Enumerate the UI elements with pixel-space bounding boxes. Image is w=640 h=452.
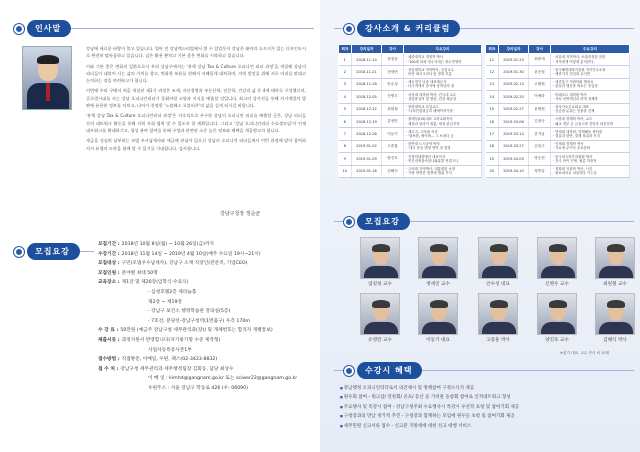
recruit-value: 우편주소 : 서울 강남구 학동로 426 (우: 06090) — [148, 385, 248, 391]
cell-no: 10 — [339, 165, 352, 177]
mayor-portrait — [22, 46, 72, 110]
table-row — [339, 54, 482, 66]
greeting-paragraph: 이와 기본 좋은 변화의 일환으로서 우리 강남구에서는 '흥책 강남 Tax & Culture 오피니언 리더 과정'을 개설해 강남의 리더들이 대불어 사는 삶의 가치를 향고, 변화한 보유를 현해지 지혜롭게 대처하며, 지역 발전을 위해 서로 머리를 맞대고 논의하는 장을 마련하고가 합니다. — [86, 63, 306, 84]
benefit-item: ■ 세무민원 신고서류 접수 - 신고분 지방세에 대한 신고 대행 서비스 — [340, 422, 625, 431]
recruit-value: 과정지원서 반영합니다(자기평가형 수준 제작형) — [121, 337, 221, 343]
recruit-value: 50만원 (예금주 강남구청 세무관리과(장)) 및 개체번호는 합격자 개별통보) — [120, 328, 273, 334]
recruit-row — [98, 298, 313, 308]
greeting-paragraph: 강남에 새로운 바람이 불고 있습니다. 열아 전 강남렉스리빌에서 봄 수 있었듯이 강남은 태어과 소프지가 있는 디자인도시로 완전히 탈바꿈하고 있습니다. 넘은 활용 뿐치고 기본 좋은 변화를 시작하고 있습니다. — [86, 46, 306, 59]
recruit-value: - 심청호텔2층 제라늄홀 — [148, 289, 197, 295]
cell-name: 신병우 — [382, 91, 404, 103]
recruit-row — [98, 278, 313, 288]
table-header: 강사 — [382, 45, 404, 54]
greeting-paragraph: '흥책 강남 Tax & Culture 오피니언리더 과정'은 지속적으로 우수한 강남의 오피니언 리더를 배출할 곳은, 강남 리더들 간의 네트워크 활동을 통해 지역 사회 협력 맞 수 있도록 할 계획입니다. 그리고 '강남 오피니언리더 수료생모임'이 인재 네트워크를 확대하기고, 형성 분야 참여를 통해 구정과 관련된 소중 높은 정보와 해택을 개공받고자 합니다. — [86, 113, 306, 133]
table-row — [486, 115, 630, 127]
instructor-name: 신병우 교수 — [545, 282, 569, 287]
cell-name: 김정숙 — [529, 115, 551, 127]
instructor-photo — [478, 293, 518, 335]
table-row — [486, 103, 630, 115]
benefit-item: ■ 원우회 참여 - 워크샵/ 연찬회/ 골프/ 등산 등 가치관 동창회 참여로 인적네트워크 형성 — [340, 393, 625, 402]
cell-date: 2019.02.27 — [499, 103, 529, 115]
schedule-table-right — [485, 44, 630, 178]
cell-name: 최중애 — [529, 54, 551, 66]
cell-date: 2018.11.21 — [352, 66, 382, 78]
cell-name: 이예하 — [529, 91, 551, 103]
greeting-body — [86, 45, 306, 155]
cell-no: 18 — [486, 140, 499, 152]
bullet-icon — [14, 24, 24, 34]
instructor-photo — [360, 293, 400, 335]
bullet-icon — [14, 247, 24, 257]
cell-name: 김해식 — [382, 165, 404, 177]
cell-no: 19 — [486, 153, 499, 165]
cell-topic: · 건축하내한맹간 대표이사 · 민간건축을사된나와흡발 연결고니 — [404, 153, 482, 165]
instructor-name: 최원철 교수 — [603, 282, 627, 287]
cell-name: 윤준철 — [529, 66, 551, 78]
instructor-photo — [595, 293, 635, 335]
instructor-photo — [418, 237, 458, 279]
recruit-value: 분야별 최대 50명 — [121, 270, 158, 276]
table-header: 강사 — [529, 45, 551, 54]
cell-date: 2018.11.28 — [352, 78, 382, 90]
cell-date: 2018.12.19 — [352, 115, 382, 127]
cell-name: 정종술 — [529, 165, 551, 177]
instructor-photo — [418, 293, 458, 335]
table-row — [339, 165, 482, 177]
cell-topic: · 한반대 도시공학 박사 · '대국 운동 변형 영역 과 결정 — [404, 140, 482, 152]
cell-topic: · 인재대 경제학 박사 · 거요에 무이득 중요문화 — [551, 140, 630, 152]
recruit-value: - 강남구 보건소 행정학습관 강의실(5층) — [148, 309, 231, 315]
table-header: 강의일자 — [499, 45, 529, 54]
table-row — [339, 103, 482, 115]
cell-no: 1 — [339, 54, 352, 66]
recruit-row — [98, 259, 313, 269]
instructor-name: 엄길청 교수 — [368, 282, 392, 287]
greeting-paragraph: 이번에 우리 구에서 처음 개설된 제1기 과정은 조제, 자산경영과 부동산학, 전문학, 건강과 삶 등 4개 테마로 구성했으며, 글로벌시대를 사는 강남 오피니언리더가 갖춰야할 소양과 지식을 배울할 것입니다. 최고의 강사진들 통해 자기계발의 발판에 유용한 정보를 익히고, 나아가 친정한 '노블레스 오블리주'의 삶을 실게 되시길 바랍니다. — [86, 88, 306, 109]
instructor-photo — [360, 237, 400, 279]
instructor-card — [360, 237, 400, 287]
cell-topic: · 한국외국학가지원회 박사 · 전국 안이 인생, 필름 하전적 — [551, 153, 630, 165]
benefits-header — [334, 362, 634, 379]
cell-topic: · 볼레부(H3)대표 고려교회목사 · 세상과 얼마가 집없, 세정 관심지적 — [404, 115, 482, 127]
cell-no: 8 — [339, 140, 352, 152]
bullet-icon — [344, 366, 354, 376]
recruit-value: 강남구청 세무관리과 세무행정팀장 김회동, 담당 최상수 — [120, 366, 234, 372]
cell-no: 20 — [486, 165, 499, 177]
table-row — [339, 91, 482, 103]
benefit-item: ■ 주요행사 및 특강시 참여 - 강남구청주최 수요행사시 특강시 우선적 초청 및 참여기회 제공 — [340, 403, 625, 412]
cell-no: 3 — [339, 78, 352, 90]
recruit-key: 접 수 처 : — [98, 366, 119, 372]
cell-date: 2019.03.06 — [499, 115, 529, 127]
recruit-row — [98, 317, 313, 327]
instructor-name: 안수성 대표 — [486, 282, 510, 287]
cell-topic: · 시장대 경제학 박사, 교수 · 패교 정부 등 금융시장 전망과 대응전략 — [551, 115, 630, 127]
cell-topic: · 고려대 지역박사, 대통령한 소장 · 가장 현명한 법정에 범위 가지 — [404, 165, 482, 177]
cell-date: 2019.03.13 — [499, 128, 529, 140]
table-row — [339, 140, 482, 152]
table-row — [486, 140, 630, 152]
cell-no: 4 — [339, 91, 352, 103]
recruit-row — [98, 384, 313, 394]
instructor-note: ※섭기 대표, 교수 약식 외 10명 — [560, 351, 610, 355]
cell-name: 윤택원 — [529, 103, 551, 115]
cell-date: 2018.12.12 — [352, 103, 382, 115]
cell-name: 최원철 — [382, 103, 404, 115]
cell-date: 2019.01.02 — [352, 140, 382, 152]
recruit-title: 모집요강 — [27, 243, 80, 260]
table-row — [486, 153, 630, 165]
cell-date: 2018.11.14 — [352, 54, 382, 66]
cell-topic: · 대중통구 지원학회 행장요 · 관심과 행동을 바로는 중입점 — [551, 78, 630, 90]
recruit-row — [98, 269, 313, 279]
recruit-value: 직접방문, 이메일, 우편, 팩스(02-3423-8832) — [121, 357, 218, 363]
recruit-header — [14, 243, 94, 260]
cell-date: 2019.01.23 — [499, 54, 529, 66]
recruit-value: - 7호선, 분당선-강남구청역(1번출구) 우측 170m — [148, 318, 250, 324]
table-header: 주요강의 — [404, 45, 482, 54]
cell-no: 5 — [339, 103, 352, 115]
instructor-card — [478, 293, 518, 343]
instructor-card — [595, 293, 635, 343]
cell-no: 17 — [486, 128, 499, 140]
recruit-key: 교육장소 : — [98, 280, 120, 286]
recruit-value: 2018년 11월 14일 ~ 2019년 4월 10일(매주 수요일 19시~21시) — [121, 251, 261, 257]
benefits-list — [340, 384, 625, 431]
greeting-title: 인사말 — [27, 20, 71, 37]
instructor-name: 양진호 교수 — [545, 338, 569, 343]
instructor-name: 정세연 교수 — [426, 282, 450, 287]
instructor-card — [595, 237, 635, 287]
instructors-title: 모집요강 — [357, 213, 410, 230]
cell-date: 2019.04.03 — [499, 153, 529, 165]
table-row — [486, 78, 630, 90]
instructor-card — [537, 293, 577, 343]
cell-name: 양진호 — [382, 153, 404, 165]
cell-no: 9 — [339, 153, 352, 165]
greeting-header — [14, 20, 314, 37]
table-row — [486, 54, 630, 66]
recruit-key: 수강기간 : — [98, 251, 120, 257]
recruit-value: 이 메 일 : kimhd@gangnam.go.kr 또는 sciwer22@gangnam.go.kr — [148, 376, 298, 382]
cell-topic: · 세무지, 고려대 석사 · '날씨를, 혈이며... 그 보장다 등 — [404, 128, 482, 140]
recruit-row — [98, 374, 313, 384]
cell-no: 6 — [339, 115, 352, 127]
recruit-key: 수 강 료 : — [98, 328, 119, 334]
cell-date: 2019.04.10 — [499, 165, 529, 177]
recruit-row — [98, 365, 313, 375]
cell-name: 안수성 — [382, 78, 404, 90]
cell-topic: · 미래소트 대학원 박사 · 사치 선명핵심과 하며 경제학 — [551, 91, 630, 103]
cell-date: 2019.01.16 — [352, 165, 382, 177]
table-header: 회차 — [339, 45, 352, 54]
cell-name: 고중훈 — [382, 140, 404, 152]
recruit-row — [98, 336, 313, 346]
cell-date: 2018.12.05 — [352, 91, 382, 103]
cell-no: 15 — [486, 103, 499, 115]
cell-no: 12 — [486, 66, 499, 78]
cell-date: 2019.02.20 — [499, 91, 529, 103]
cell-topic: · 한국해양대학거울판 자기인수소장 · 세종기지 건설대 유지면 — [551, 66, 630, 78]
recruit-value: 2018년 10월 8일(월) ~ 10월 26일(금)까지 — [121, 242, 214, 247]
recruit-value: 제2강 ~ 제19강 — [148, 299, 182, 305]
instructor-card — [360, 293, 400, 343]
instructor-card — [418, 293, 458, 343]
recruit-value: 제1강 및 제20강(입학식·수료식) — [121, 280, 189, 286]
instructor-name: 고중훈 박사 — [486, 338, 510, 343]
cell-date: 2019.01.09 — [352, 153, 382, 165]
cell-name: 이동기 — [382, 128, 404, 140]
cell-date: 2019.03.27 — [499, 140, 529, 152]
cell-topic: · 세무법인 다솔 대표세무사 · 다국적에서 중석에 상하냥의 절 — [404, 78, 482, 90]
table-row — [339, 128, 482, 140]
table-row — [486, 165, 630, 177]
table-header: 회차 — [486, 45, 499, 54]
instructor-photo — [478, 237, 518, 279]
schedule-table-left — [338, 44, 482, 178]
recruit-value: 사업자등록증사본1부 — [148, 347, 192, 353]
recruit-row — [98, 240, 313, 250]
cell-topic: · 십자가오른교회유 대표 · 공공을 분위는 동물을 진제 — [551, 103, 630, 115]
benefit-item: ■ 강남행정 오피니언리더로서 의견제시 및 정책참여 구정소식지 제공 — [340, 384, 625, 393]
table-row — [339, 115, 482, 127]
recruit-key: 제출서류 : — [98, 337, 120, 343]
cell-date: 2018.12.26 — [352, 128, 382, 140]
recruit-row — [98, 346, 313, 356]
cell-no: 14 — [486, 91, 499, 103]
lectures-title: 강사소개 & 커리큘럼 — [357, 20, 460, 37]
instructor-card — [418, 237, 458, 287]
recruit-key: 모집기간 : — [98, 242, 120, 247]
cell-name: 김성주 — [529, 140, 551, 152]
cell-topic: · 한양대학교 특임교수 · '나치산업형금과 예예여자가을' — [404, 103, 482, 115]
cell-topic: · 중앙대학교 약학박사, 공업교수 · 비만 대사크리닉 및 영양 흐름 — [404, 66, 482, 78]
recruit-key: 접수방법 : — [98, 357, 120, 363]
cell-name: 정점동 — [382, 54, 404, 66]
cell-topic: · 서울대 대학원 박사, 건국대 교수 · 상업용질적 및 방산, 건강 제공상 — [404, 91, 482, 103]
cell-no: 13 — [486, 78, 499, 90]
table-row — [486, 91, 630, 103]
cell-date: 2019.02.13 — [499, 78, 529, 90]
recruit-row — [98, 326, 313, 336]
cell-topic: · 경희대 지원학 박사, 시인 · 완료파서로 치울하다 가는길 — [551, 165, 630, 177]
table-row — [339, 66, 482, 78]
cell-date: 2019.01.30 — [499, 66, 529, 78]
recruit-value: 구민(모범우수납세자), 강남구 소재 직장인(전문직, 기업CEO) — [121, 261, 248, 267]
cell-name: 망승현 — [529, 153, 551, 165]
signature: 강남구청장 정순균 — [220, 211, 261, 217]
recruit-row — [98, 250, 313, 260]
cell-name: 유영만 — [382, 115, 404, 127]
table-header: 강의일자 — [352, 45, 382, 54]
cell-no: 2 — [339, 66, 352, 78]
recruit-row — [98, 307, 313, 317]
table-row — [339, 78, 482, 90]
instructor-name: 이동기 대표 — [426, 338, 450, 343]
greeting-paragraph: 세금을 성실히 납부하는 모범 우사납세자와 세금에 관심이 있으신 강남의 오피니언 리더들께서 이번 과정에 많이 참여하셔서 유행의 도약을 함께 할 수 있기를 기대합니다. 감사합니다. — [86, 138, 306, 151]
lectures-header — [334, 20, 634, 37]
instructors-header — [334, 213, 634, 230]
instructor-card — [537, 237, 577, 287]
cell-name: 고태원 — [529, 78, 551, 90]
cell-topic: · 연세대 대학원, 학계해동 센터장 · 결술과 한반, 결제 상위과 가지 — [551, 128, 630, 140]
recruit-row — [98, 355, 313, 365]
bullet-icon — [344, 217, 354, 227]
instructor-photo — [595, 237, 635, 279]
benefits-title: 수강시 혜택 — [357, 362, 422, 379]
cell-topic: · 서울대 지역박사, 소출한정된 현장 · 지역에게 이렇게 분석한다 — [551, 54, 630, 66]
recruit-key: 모집인원 : — [98, 270, 120, 276]
cell-name: 현세빈 — [382, 66, 404, 78]
table-header: 주요강의 — [551, 45, 630, 54]
bullet-icon — [344, 24, 354, 34]
recruit-row — [98, 288, 313, 298]
cell-no: 7 — [339, 128, 352, 140]
cell-topic: · 세종대학교 경영학 박사 · '100세 내외 영수사대는 장수경영학 — [404, 54, 482, 66]
instructor-name: 유영만 교수 — [368, 338, 392, 343]
cell-name: 한기남 — [529, 128, 551, 140]
cell-no: 11 — [486, 54, 499, 66]
benefit-item: ■ 구청장과의 만남 정기적 추진 - 구청장과 함께하는 모임에 원우들 초청 및 참여기회 제공 — [340, 412, 625, 421]
instructor-name: 김해식 박사 — [603, 338, 627, 343]
instructor-photo — [537, 237, 577, 279]
cell-no: 16 — [486, 115, 499, 127]
table-row — [486, 66, 630, 78]
recruit-key: 모집대상 : — [98, 261, 120, 267]
table-row — [486, 128, 630, 140]
table-row — [339, 153, 482, 165]
instructor-photo — [537, 293, 577, 335]
instructor-card — [478, 237, 518, 287]
recruit-details — [98, 240, 313, 394]
